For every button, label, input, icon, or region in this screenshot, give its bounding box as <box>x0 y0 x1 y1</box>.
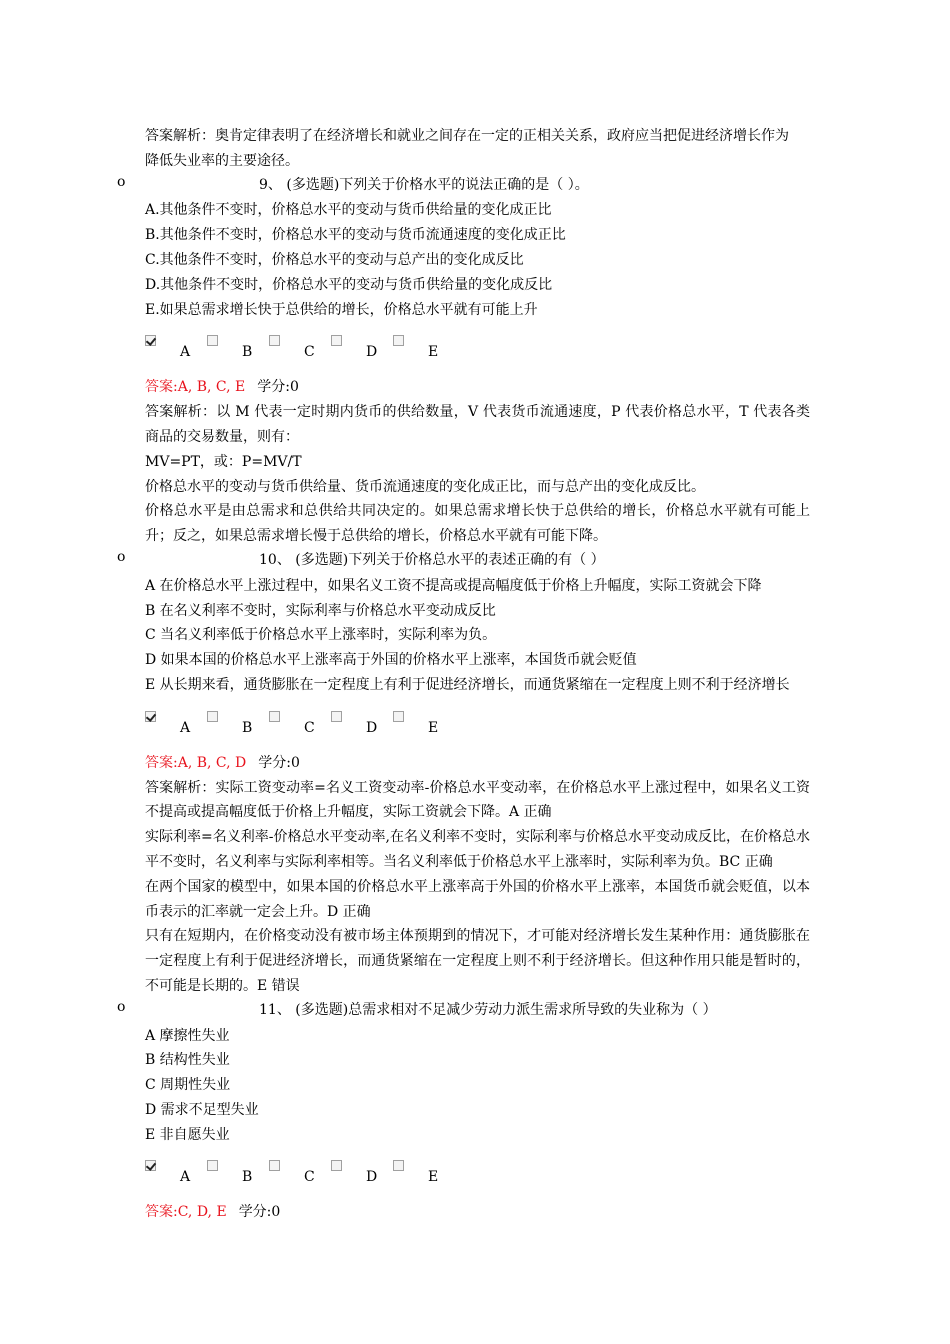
option-text: B 在名义利率不变时，实际利率与价格总水平变动成反比 <box>145 602 496 619</box>
choice-label: E <box>428 1169 439 1186</box>
option-text: D 如果本国的价格总水平上涨率高于外国的价格水平上涨率，本国货币就会贬值 <box>145 652 637 669</box>
choice-label: B <box>242 1169 253 1186</box>
choice-label: C <box>304 1169 315 1186</box>
checkbox[interactable] <box>393 335 404 346</box>
score-text: 学分:0 <box>238 1204 281 1221</box>
question-title-row <box>117 998 810 1024</box>
explanation-text: 价格总水平的变动与货币供给量、货币流通速度的变化成正比，而与总产出的变化成反比。 <box>145 478 705 495</box>
explanation-text: 答案解析：奥肯定律表明了在经济增长和就业之间存在一定的正相关关系，政府应当把促进经济增长作为 <box>145 128 789 144</box>
option-text: A 在价格总水平上涨过程中，如果名义工资不提高或提高幅度低于价格上升幅度，实际工资就会下降 <box>145 577 762 594</box>
option-text: A 摩擦性失业 <box>145 1027 230 1044</box>
checkbox[interactable] <box>393 1160 404 1171</box>
question-title-row <box>117 173 810 199</box>
option-text: E 从长期来看，通货膨胀在一定程度上有利于促进经济增长，而通货紧缩在一定程度上则不利于经济增长 <box>145 676 790 693</box>
option-text: C.其他条件不变时，价格总水平的变动与总产出的变化成反比 <box>145 251 524 268</box>
checkbox[interactable] <box>331 711 342 722</box>
question-title: 9、 (多选题)下列关于价格水平的说法正确的是（ ）。 <box>259 176 589 193</box>
option-text: E.如果总需求增长快于总供给的增长，价格总水平就有可能上升 <box>145 301 538 318</box>
answer-row <box>145 375 810 400</box>
choice-label: D <box>366 1169 378 1186</box>
question-title: 11、 (多选题)总需求相对不足减少劳动力派生需求所导致的失业称为（ ） <box>259 1001 717 1018</box>
choice-label: D <box>366 719 378 736</box>
explanation-paragraph: 只有在短期内，在价格变动没有被市场主体预期到的情况下，才可能对经济增长发生某种作用：通货膨胀在一定程度上有利于促进经济增长，而通货紧缩在一定程度上则不利于经济增长。但这种作用只能是暂时的，不可能是长期的。E 错误 <box>145 928 810 994</box>
choice-label: B <box>242 344 253 361</box>
formula-text: MV=PT，或：P=MV/T <box>145 453 302 470</box>
answer-row <box>145 751 810 776</box>
score-text: 学分:0 <box>257 379 299 396</box>
explanation-paragraph: 价格总水平是由总需求和总供给共同决定的。如果总需求增长快于总供给的增长，价格总水平就有可能上升；反之，如果总需求增长慢于总供给的增长，价格总水平就有可能下降。 <box>145 503 810 545</box>
option-text: D 需求不足型失业 <box>145 1101 259 1118</box>
option-text: B.其他条件不变时，价格总水平的变动与货币流通速度的变化成正比 <box>145 227 566 244</box>
option-text: C 当名义利率低于价格总水平上涨率时，实际利率为负。 <box>145 627 497 644</box>
checkbox[interactable] <box>269 335 280 346</box>
answer-text: 答案:A, B, C, D <box>145 754 247 771</box>
question-title-row <box>117 548 810 574</box>
option-text: D.其他条件不变时，价格总水平的变动与货币供给量的变化成反比 <box>145 276 553 293</box>
checkbox[interactable] <box>207 711 218 722</box>
document-content <box>117 124 810 1225</box>
choice-label: B <box>242 719 253 736</box>
explanation-paragraph <box>145 124 810 174</box>
list-bullet: o <box>117 173 126 190</box>
choice-label: A <box>180 719 191 736</box>
question-title: 10、 (多选题)下列关于价格总水平的表述正确的有（ ） <box>259 551 605 568</box>
checkbox-checked[interactable] <box>145 711 156 722</box>
explanation-paragraph: 答案解析：以 M 代表一定时期内货币的供给数量，V 代表货币流通速度，P 代表价格总水平，T 代表各类商品的交易数量，则有： <box>145 404 810 445</box>
option-text: A.其他条件不变时，价格总水平的变动与货币供给量的变化成正比 <box>145 202 552 219</box>
choice-label: A <box>180 344 191 361</box>
list-bullet: o <box>117 998 126 1015</box>
list-bullet: o <box>117 548 126 565</box>
checkbox[interactable] <box>207 1160 218 1171</box>
choice-checkbox-row <box>145 698 810 736</box>
option-text: C 周期性失业 <box>145 1077 231 1094</box>
explanation-paragraph: 答案解析：实际工资变动率=名义工资变动率-价格总水平变动率，在价格总水平上涨过程中，如果名义工资不提高或提高幅度低于价格上升幅度，实际工资就会下降。A 正确 <box>145 779 810 821</box>
answer-row <box>145 1200 810 1225</box>
checkbox[interactable] <box>331 1160 342 1171</box>
score-text: 学分:0 <box>258 754 300 771</box>
answer-text: 答案:A, B, C, E <box>145 379 246 396</box>
option-text: E 非自愿失业 <box>145 1126 230 1143</box>
explanation-paragraph: 在两个国家的模型中，如果本国的价格总水平上涨率高于外国的价格水平上涨率，本国货币就会贬值，以本币表示的汇率就一定会上升。D 正确 <box>145 878 810 920</box>
checkbox[interactable] <box>269 711 280 722</box>
checkbox-checked[interactable] <box>145 335 156 346</box>
choice-label: E <box>428 719 439 736</box>
checkbox-checked[interactable] <box>145 1160 156 1171</box>
choice-label: C <box>304 344 315 361</box>
choice-checkbox-row <box>145 322 810 360</box>
checkbox[interactable] <box>207 335 218 346</box>
answer-text: 答案:C, D, E <box>145 1204 227 1221</box>
explanation-text: 降低失业率的主要途径。 <box>145 152 299 169</box>
choice-label: C <box>304 719 315 736</box>
checkbox[interactable] <box>393 711 404 722</box>
choice-label: A <box>180 1169 191 1186</box>
choice-checkbox-row <box>145 1147 810 1185</box>
choice-label: E <box>428 344 439 361</box>
choice-label: D <box>366 344 378 361</box>
option-text: B 结构性失业 <box>145 1052 230 1069</box>
checkbox[interactable] <box>269 1160 280 1171</box>
explanation-paragraph: 实际利率=名义利率-价格总水平变动率,在名义利率不变时，实际利率与价格总水平变动成反比，在价格总水平不变时，名义利率与实际利率相等。当名义利率低于价格总水平上涨率时，实际利率为负。BC 正确 <box>145 829 810 870</box>
checkbox[interactable] <box>331 335 342 346</box>
